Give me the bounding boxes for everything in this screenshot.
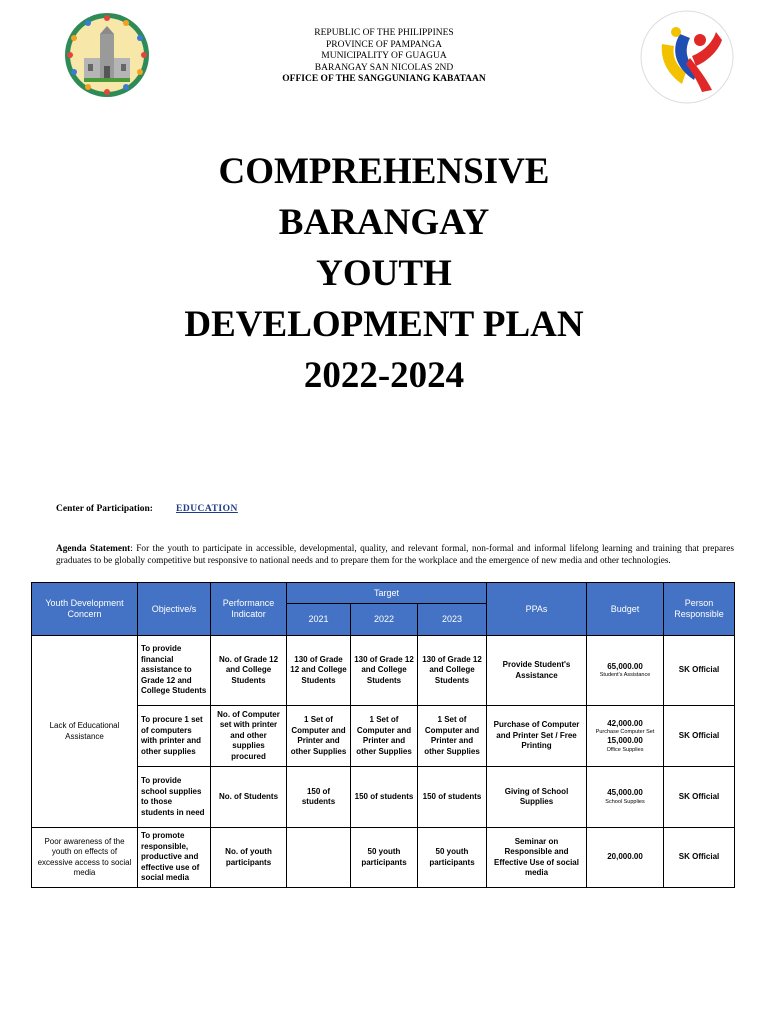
title-line-5: 2022-2024 — [303, 355, 465, 396]
budget-note: Student's Assistance — [599, 672, 651, 679]
header-2022: 2022 — [351, 604, 418, 636]
budget-amount: 45,000.00 — [607, 788, 643, 798]
table-row — [32, 767, 735, 828]
title-line-1: COMPREHENSIVE — [218, 151, 550, 192]
objective-cell: To provide school supplies to those students in need — [138, 767, 211, 828]
indicator-cell: No. of Students — [211, 767, 287, 828]
table-row — [32, 636, 735, 706]
header-municipality: MUNICIPALITY OF GUAGUA — [321, 51, 447, 61]
objective-cell: To procure 1 set of computers with printer and other supplies — [138, 706, 211, 767]
budget-note-2: Office Supplies — [606, 746, 644, 753]
header-2023: 2023 — [418, 604, 487, 636]
target-2023-cell: 130 of Grade 12 and College Students — [418, 636, 487, 706]
budget-amount: 42,000.00 — [607, 718, 643, 728]
document-title — [100, 146, 668, 401]
target-2022-cell: 50 youth participants — [351, 828, 418, 888]
title-line-4: DEVELOPMENT PLAN — [184, 304, 584, 345]
header-person: Person Responsible — [664, 583, 735, 636]
target-2023-cell: 150 of students — [418, 767, 487, 828]
target-2022-cell: 150 of students — [351, 767, 418, 828]
target-2022-cell: 130 of Grade 12 and College Students — [351, 636, 418, 706]
header-concern: Youth Development Concern — [32, 583, 138, 636]
target-2023-cell: 50 youth participants — [418, 828, 487, 888]
header-province: PROVINCE OF PAMPANGA — [326, 39, 442, 50]
target-2021-cell: 150 of students — [287, 767, 351, 828]
agenda-label: Agenda Statement — [56, 544, 131, 554]
table-row — [32, 828, 735, 888]
person-cell: SK Official — [664, 767, 735, 828]
objective-cell: To promote responsible, productive and effective use of social media — [138, 828, 211, 888]
budget-note: School Supplies — [605, 798, 645, 805]
budget-cell — [587, 828, 664, 888]
person-cell: SK Official — [664, 636, 735, 706]
title-line-2: BARANGAY — [278, 202, 490, 243]
budget-cell — [587, 636, 664, 706]
document-header — [200, 28, 568, 86]
concern-cell: Lack of Educational Assistance — [32, 636, 138, 828]
header-budget: Budget — [587, 583, 664, 636]
indicator-cell: No. of youth participants — [211, 828, 287, 888]
target-2023-cell: 1 Set of Computer and Printer and other Supplies — [418, 706, 487, 767]
indicator-cell: No. of Computer set with printer and other supplies procured — [211, 706, 287, 767]
barangay-seal-logo — [64, 12, 150, 98]
ppa-cell: Seminar on Responsible and Effective Use of social media — [487, 828, 587, 888]
header-barangay: BARANGAY SAN NICOLAS 2ND — [314, 62, 454, 73]
budget-amount-2: 15,000.00 — [607, 736, 643, 745]
cop-value: EDUCATION — [176, 504, 238, 514]
agenda-statement — [56, 544, 734, 568]
budget-amount: 65,000.00 — [607, 661, 643, 671]
sk-logo — [640, 10, 734, 104]
header-office: OFFICE OF THE SANGGUNIANG KABATAAN — [282, 74, 486, 84]
budget-cell — [587, 767, 664, 828]
concern-cell: Poor awareness of the youth on effects of excessive access to social media — [32, 828, 138, 888]
table-row — [32, 706, 735, 767]
header-2021: 2021 — [287, 604, 351, 636]
target-2021-cell: 1 Set of Computer and Printer and other Supplies — [287, 706, 351, 767]
budget-note: Purchase Computer Set — [595, 729, 655, 735]
ppa-cell: Provide Student's Assistance — [487, 636, 587, 706]
budget-cell — [587, 706, 664, 767]
title-line-3: YOUTH — [316, 253, 452, 294]
target-2021-cell: 130 of Grade 12 and College Students — [287, 636, 351, 706]
header-objectives: Objective/s — [138, 583, 211, 636]
development-plan-table — [31, 582, 735, 888]
target-2021-cell — [287, 828, 351, 888]
header-republic: REPUBLIC OF THE PHILIPPINES — [314, 28, 454, 38]
center-of-participation: Center of Participation: EDUCATION — [56, 504, 238, 514]
cop-label: Center of Participation — [56, 504, 150, 514]
objective-cell: To provide financial assistance to Grade 12 and College Students — [138, 636, 211, 706]
indicator-cell: No. of Grade 12 and College Students — [211, 636, 287, 706]
agenda-text: : For the youth to participate in accessible, developmental, quality, and relevant formal, non-formal and informal lifelong learning and training that prepares graduates to be globally competitive but responsive to national needs and to prepare them for the workplace and the emergence of new media and other technologies. — [56, 544, 734, 566]
target-2022-cell: 1 Set of Computer and Printer and other Supplies — [351, 706, 418, 767]
header-ppas: PPAs — [487, 583, 587, 636]
ppa-cell: Purchase of Computer and Printer Set / Free Printing — [487, 706, 587, 767]
header-target: Target — [287, 583, 487, 604]
ppa-cell: Giving of School Supplies — [487, 767, 587, 828]
header-indicator: Performance Indicator — [211, 583, 287, 636]
budget-amount: 20,000.00 — [607, 852, 643, 862]
person-cell: SK Official — [664, 706, 735, 767]
person-cell: SK Official — [664, 828, 735, 888]
